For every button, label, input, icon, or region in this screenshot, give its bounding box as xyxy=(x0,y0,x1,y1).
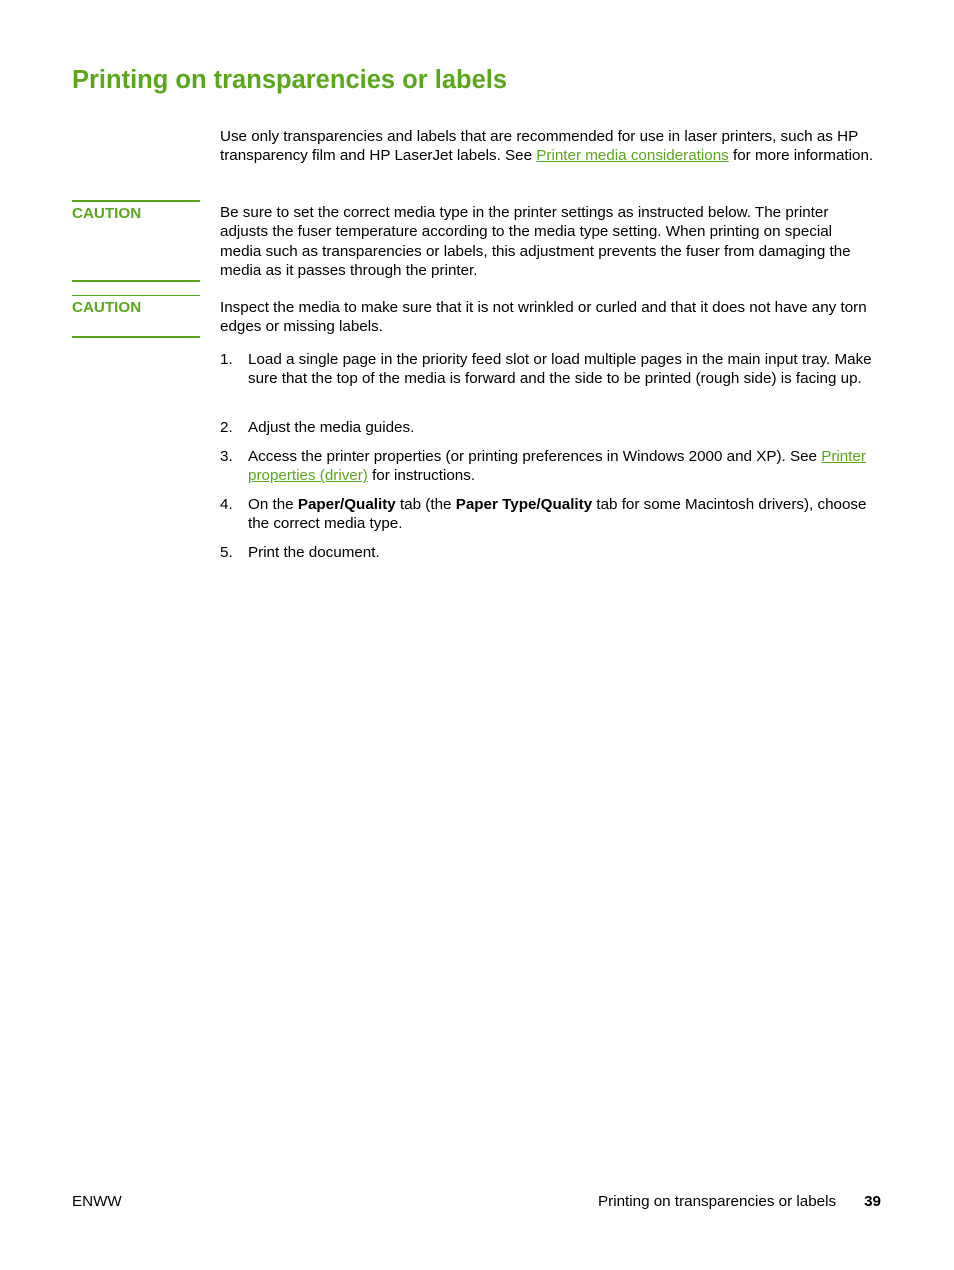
caution-2-bottom-rule xyxy=(72,336,200,338)
step-text: Print the document. xyxy=(248,544,380,561)
step-number: 5. xyxy=(220,544,233,561)
caution-1-bottom-rule xyxy=(72,280,200,282)
caution-2-text: Inspect the media to make sure that it is not wrinkled or curled and that it does not have any torn edges or missing labels. xyxy=(220,299,867,336)
step-text xyxy=(248,447,876,486)
page-title: Printing on transparencies or labels xyxy=(72,66,508,94)
printer-properties-driver-link[interactable]: Printer properties (driver) xyxy=(248,448,866,485)
step-text: Adjust the media guides. xyxy=(248,419,415,436)
step-text xyxy=(248,495,876,534)
paper-quality-tab-name: Paper/Quality xyxy=(297,496,396,513)
caution-2-label: CAUTION xyxy=(72,299,142,316)
footer-page-number: 39 xyxy=(864,1193,881,1210)
caution-1-text: Be sure to set the correct media type in the printer settings as instructed below. The printer adjusts the fuser temperature according to the media type setting. When printing on special media such as transparencies or labels, this adjustment prevents the fuser from damaging the media as it passes through the printer. xyxy=(220,204,851,280)
intro-text-before: Use only transparencies and labels that are recommended for use in laser printers, such as HP transparency film and HP LaserJet labels. See xyxy=(220,128,858,165)
step-4-part2: tab (the xyxy=(395,496,456,513)
step-number: 2. xyxy=(220,419,233,436)
footer-right xyxy=(598,1192,881,1211)
caution-1-label: CAUTION xyxy=(72,205,142,222)
intro-text-after: for more information. xyxy=(728,147,874,165)
footer-edition: ENWW xyxy=(72,1193,122,1210)
step-4-part3: tab for some Macintosh drivers), choose the correct media type. xyxy=(248,496,867,533)
caution-2-top-rule xyxy=(72,295,200,296)
step-text: Load a single page in the priority feed slot or load multiple pages in the main input tray. Make sure that the top of the media is forward and the side to be printed (rough side) is facing up. xyxy=(248,351,872,388)
paper-type-quality-tab-name: Paper Type/Quality xyxy=(455,496,593,513)
step-number: 1. xyxy=(220,351,233,368)
footer-section-title: Printing on transparencies or labels xyxy=(598,1193,837,1210)
step-4-part1: On the xyxy=(248,496,298,513)
printer-media-considerations-link[interactable]: Printer media considerations xyxy=(536,147,729,165)
step-3-text-before: Access the printer properties (or printing preferences in Windows 2000 and XP). See xyxy=(248,448,822,465)
caution-1-top-rule xyxy=(72,200,200,202)
step-3-text-after: for instructions. xyxy=(367,467,476,485)
step-number: 3. xyxy=(220,448,233,465)
step-number: 4. xyxy=(220,496,233,513)
intro-paragraph xyxy=(220,127,876,166)
